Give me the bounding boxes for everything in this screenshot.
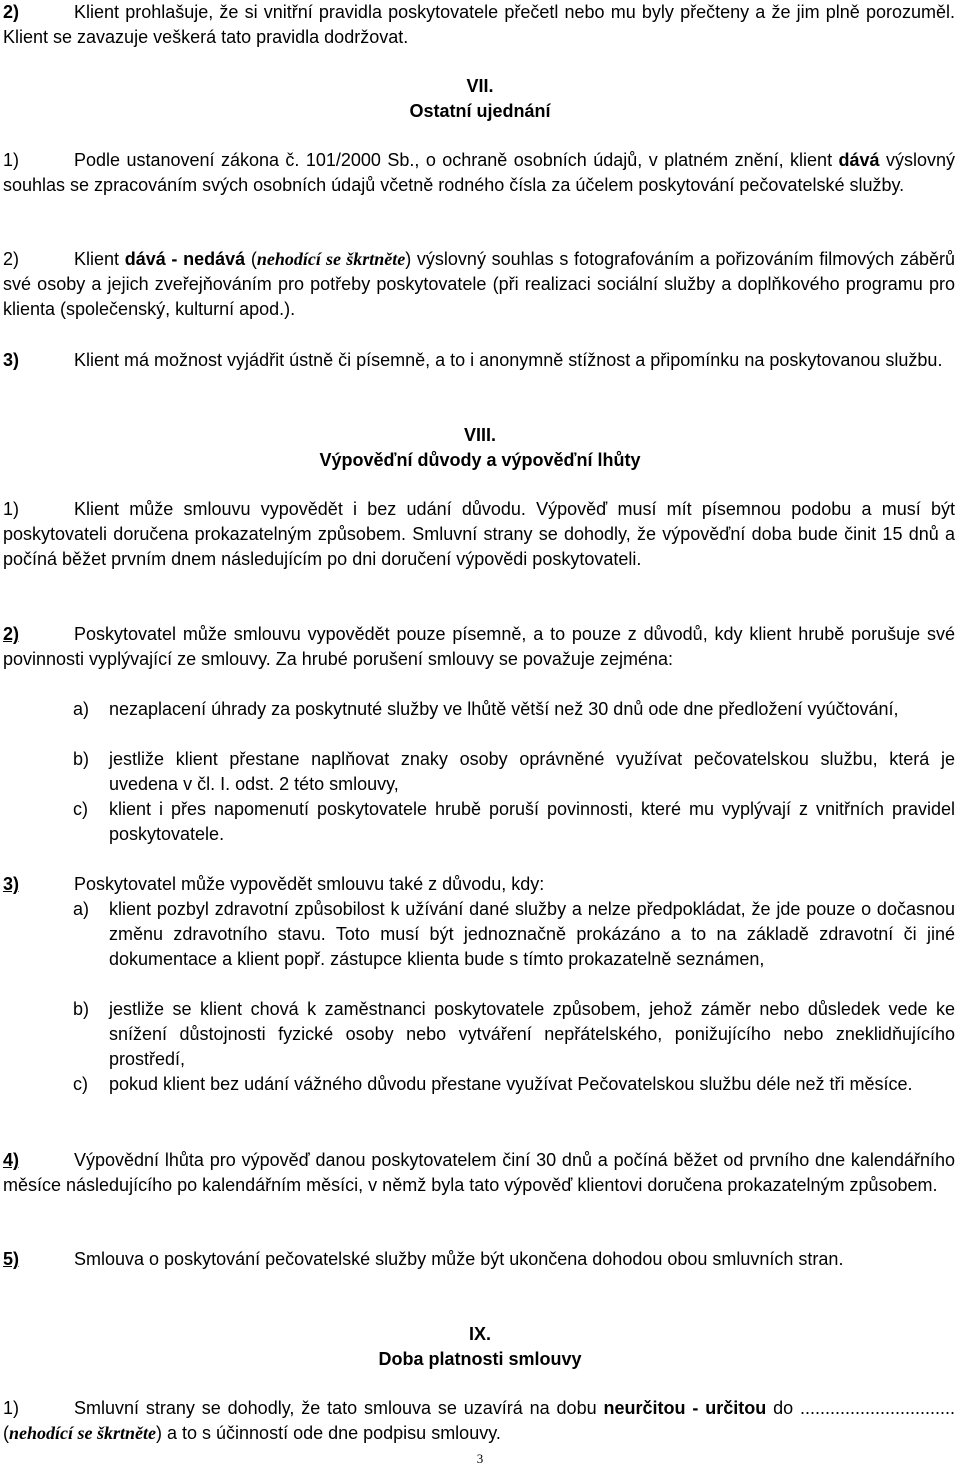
list-item-label: c) (73, 799, 88, 819)
paragraph-number: 3) (3, 874, 20, 894)
section-ix-numeral: IX. (468, 1324, 491, 1344)
paren: ( (250, 249, 257, 269)
section-ix-title: Doba platnosti smlouvy (378, 1349, 582, 1369)
strike-note: nehodící se škrtněte (256, 249, 406, 269)
paragraph-number: 1) (3, 499, 20, 519)
paragraph-text: Smlouva o poskytování pečovatelské služby může být ukončena dohodou obou smluvních stran. (74, 1249, 844, 1269)
list-item-label: a) (73, 699, 90, 719)
paragraph-text: Klient prohlašuje, že si vnitřní pravidla poskytovatele přečetl nebo mu byly přečteny a že jim plně porozuměl. Klient se zavazuje veškerá tato pravidla dodržovat. (3, 2, 955, 47)
list-item-label: b) (73, 999, 90, 1019)
list-item-text: klient i přes napomenutí poskytovatele hrubě poruší povinnosti, které mu vyplývají z vnitřních pravidel poskytovatele. (109, 799, 955, 844)
paragraph-s2-2 (3, 0, 955, 50)
list-item (73, 997, 955, 1072)
paragraph-viii-5 (3, 1247, 955, 1272)
paragraph-text: Smluvní strany se dohodly, že tato smlouva se uzavírá na dobu (74, 1398, 604, 1418)
duration-choice: neurčitou - určitou (603, 1398, 767, 1418)
paragraph-text: Poskytovatel může smlouvu vypovědět pouze písemně, a to pouze z důvodů, kdy klient hrubě porušuje své povinnosti vyplývající ze smlouvy. Za hrubé porušení smlouvy se považuje zejména: (3, 624, 955, 669)
page-number: 3 (476, 1451, 484, 1466)
paragraph-text: výslovný souhlas s fotografováním a pořizováním filmových záběrů své osoby a jejich zveřejňováním pro potřeby poskytovatele (při realizaci sociální služby a doplňkového programu pro klienta (společenský, kulturní apod.). (3, 249, 955, 319)
strike-note: nehodící se škrtněte (9, 1423, 156, 1443)
list-item (73, 747, 955, 797)
section-viii-title: Výpověďní důvody a výpověďní lhůty (319, 450, 641, 470)
list-item-label: c) (73, 1074, 88, 1094)
list-item-label: b) (73, 749, 90, 769)
section-vii-numeral: VII. (466, 76, 494, 96)
list-item-text: pokud klient bez udání vážného důvodu přestane využívat Pečovatelskou službu déle než tři měsíce. (109, 1074, 913, 1094)
paragraph-number: 1) (3, 1398, 20, 1418)
paragraph-number: 2) (3, 249, 20, 269)
section-viii-numeral: VIII. (463, 425, 496, 445)
paragraph-text: Klient (74, 249, 125, 269)
list-item (73, 797, 955, 847)
list-item (73, 897, 955, 972)
paragraph-number: 4) (3, 1150, 20, 1170)
paragraph-text: Poskytovatel může vypovědět smlouvu také z důvodu, kdy: (74, 874, 545, 894)
paragraph-text: Podle ustanovení zákona č. 101/2000 Sb., o ochraně osobních údajů, v platném znění, klient (74, 150, 839, 170)
paragraph-viii-1 (3, 497, 955, 572)
consent-bold: dává (838, 150, 880, 170)
consent-choice: dává - nedává (124, 249, 246, 269)
list-item (73, 697, 955, 722)
paragraph-text: do ............................... (766, 1398, 955, 1418)
paragraph-viii-4 (3, 1148, 955, 1198)
paragraph-ix-1 (3, 1396, 955, 1446)
paren: ) (156, 1423, 162, 1443)
paragraph-vii-1 (3, 148, 955, 198)
paragraph-vii-2 (3, 247, 955, 322)
paragraph-text: výslovný souhlas se zpracováním svých osobních údajů včetně rodného čísla za účelem poskytování pečovatelské služby. (3, 150, 955, 195)
list-item (73, 1072, 955, 1097)
list-item-text: jestliže klient přestane naplňovat znaky osoby oprávněné využívat pečovatelskou službu, která je uvedena v čl. I. odst. 2 této smlouvy, (109, 749, 955, 794)
paragraph-number: 1) (3, 150, 20, 170)
paragraph-viii-2 (3, 622, 955, 672)
paragraph-text: Klient může smlouvu vypovědět i bez udání důvodu. Výpověď musí mít písemnou podobu a musí být poskytovateli doručena prokazatelným způsobem. Smluvní strany se dohodly, že výpověďní doba bude činit 15 dnů a počíná běžet prvním dnem následujícím po dni doručení výpovědi poskytovateli. (3, 499, 955, 569)
paragraph-number: 5) (3, 1249, 20, 1269)
paren: ) (405, 249, 412, 269)
list-item-label: a) (73, 899, 90, 919)
paragraph-text: Výpovědní lhůta pro výpověď danou poskytovatelem činí 30 dnů a počíná běžet od prvního dne kalendářního měsíce následujícího po kalendářním měsíci, v němž byla tato výpověď klientovi doručena prokazatelným způsobem. (3, 1150, 955, 1195)
section-vii-title: Ostatní ujednání (409, 101, 551, 121)
list-item-text: jestliže se klient chová k zaměstnanci poskytovatele způsobem, jehož záměr nebo důsledek vede ke snížení důstojnosti fyzické osoby nebo vytváření nepřátelského, ponižujícího nebo zneklidňujícího prostředí, (109, 999, 955, 1069)
list-item-text: klient pozbyl zdravotní způsobilost k užívání dané služby a nelze předpokládat, že jde pouze o dočasnou změnu zdravotního stavu. Toto musí být jednoznačně prokázáno a to na základě zdravotní či jiné dokumentace a klient popř. zástupce klienta bude s tímto prokazatelně seznámen, (109, 899, 955, 969)
paragraph-number: 2) (3, 2, 20, 22)
paragraph-vii-3 (3, 348, 955, 373)
paragraph-text: Klient má možnost vyjádřit ústně či písemně, a to i anonymně stížnost a připomínku na poskytovanou službu. (74, 350, 943, 370)
list-item-text: nezaplacení úhrady za poskytnuté služby ve lhůtě větší než 30 dnů ode dne předložení vyúčtování, (109, 699, 899, 719)
paren: ( (3, 1423, 9, 1443)
paragraph-viii-3 (3, 872, 955, 897)
paragraph-number: 2) (3, 624, 20, 644)
paragraph-text: a to s účinností ode dne podpisu smlouvy. (162, 1423, 501, 1443)
paragraph-number: 3) (3, 350, 20, 370)
